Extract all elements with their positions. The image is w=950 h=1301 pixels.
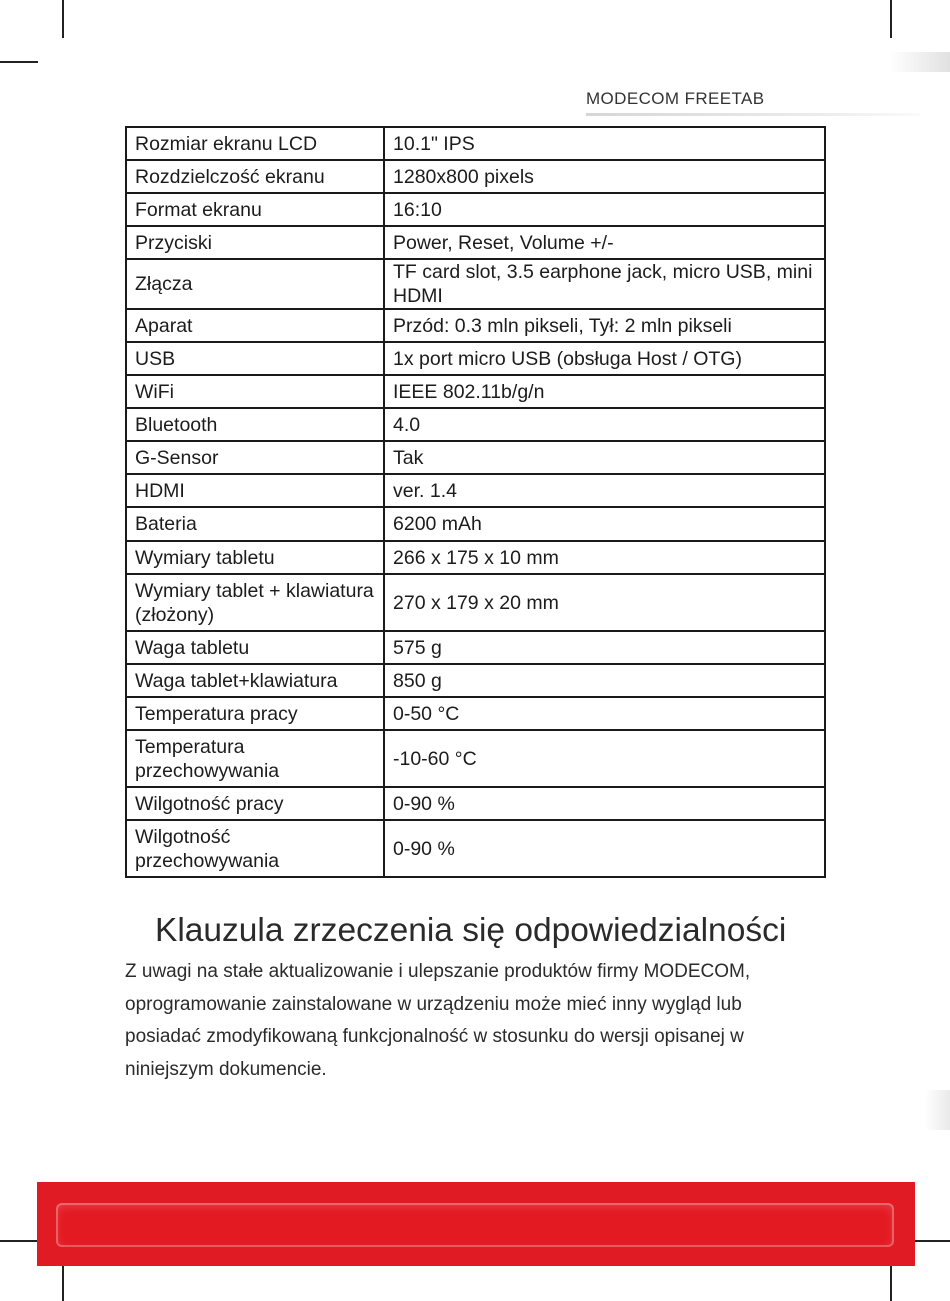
table-row bbox=[126, 474, 825, 507]
spec-value-cell: 4.0 bbox=[384, 408, 825, 441]
footer-red-band bbox=[37, 1182, 915, 1266]
crop-mark bbox=[62, 1262, 64, 1301]
spec-label-cell: Temperatura przechowywania bbox=[126, 730, 384, 787]
table-row bbox=[126, 375, 825, 408]
page-header-title: MODECOM FREETAB bbox=[586, 89, 765, 108]
crop-mark bbox=[0, 1240, 38, 1242]
table-row bbox=[126, 697, 825, 730]
spec-label-cell: Złącza bbox=[126, 259, 384, 309]
spec-value-cell: 0-90 % bbox=[384, 820, 825, 877]
page-shadow bbox=[925, 1090, 950, 1130]
spec-value-cell: 850 g bbox=[384, 664, 825, 697]
table-row bbox=[126, 631, 825, 664]
table-row bbox=[126, 193, 825, 226]
spec-table bbox=[125, 126, 826, 878]
page-shadow bbox=[890, 52, 950, 72]
table-row bbox=[126, 259, 825, 309]
spec-label-cell: Rozmiar ekranu LCD bbox=[126, 127, 384, 160]
crop-mark bbox=[890, 0, 892, 38]
spec-value-cell: -10-60 °C bbox=[384, 730, 825, 787]
spec-value-cell: 270 x 179 x 20 mm bbox=[384, 574, 825, 631]
spec-value-cell: TF card slot, 3.5 earphone jack, micro USB, mini HDMI bbox=[384, 259, 825, 309]
spec-value-cell: 1280x800 pixels bbox=[384, 160, 825, 193]
spec-value-cell: 266 x 175 x 10 mm bbox=[384, 541, 825, 574]
spec-label-cell: Przyciski bbox=[126, 226, 384, 259]
crop-mark bbox=[62, 0, 64, 38]
spec-label-cell: Wymiary tabletu bbox=[126, 541, 384, 574]
crop-mark bbox=[890, 1262, 892, 1301]
disclaimer-heading: Klauzula zrzeczenia się odpowiedzialności bbox=[155, 912, 787, 949]
table-row bbox=[126, 441, 825, 474]
spec-label-cell: G-Sensor bbox=[126, 441, 384, 474]
spec-value-cell: Power, Reset, Volume +/- bbox=[384, 226, 825, 259]
header-rule bbox=[586, 113, 920, 116]
footer-band-inner bbox=[56, 1203, 894, 1247]
crop-mark bbox=[912, 1240, 950, 1242]
spec-value-cell: 10.1" IPS bbox=[384, 127, 825, 160]
spec-label-cell: Temperatura pracy bbox=[126, 697, 384, 730]
spec-value-cell: Przód: 0.3 mln pikseli, Tył: 2 mln pikseli bbox=[384, 309, 825, 342]
spec-value-cell: 575 g bbox=[384, 631, 825, 664]
spec-label-cell: Bluetooth bbox=[126, 408, 384, 441]
spec-value-cell: IEEE 802.11b/g/n bbox=[384, 375, 825, 408]
table-row bbox=[126, 507, 825, 541]
spec-label-cell: Waga tabletu bbox=[126, 631, 384, 664]
table-row bbox=[126, 664, 825, 697]
disclaimer-text: Z uwagi na stałe aktualizowanie i ulepszanie produktów firmy MODECOM, oprogramowanie zainstalowane w urządzeniu może mieć inny wygląd lub posiadać zmodyfikowaną funkcjonalność w stosunku do wersji opisanej w niniejszym dokumencie. bbox=[125, 961, 751, 1080]
spec-label-cell: HDMI bbox=[126, 474, 384, 507]
table-row bbox=[126, 787, 825, 820]
spec-label-cell: WiFi bbox=[126, 375, 384, 408]
table-row bbox=[126, 342, 825, 375]
spec-value-cell: 6200 mAh bbox=[384, 507, 825, 541]
spec-label-cell: USB bbox=[126, 342, 384, 375]
spec-value-cell: 0-50 °C bbox=[384, 697, 825, 730]
table-row bbox=[126, 541, 825, 574]
table-row bbox=[126, 408, 825, 441]
table-row bbox=[126, 160, 825, 193]
spec-value-cell: 1x port micro USB (obsługa Host / OTG) bbox=[384, 342, 825, 375]
spec-label-cell: Rozdzielczość ekranu bbox=[126, 160, 384, 193]
table-row bbox=[126, 574, 825, 631]
spec-label-cell: Wilgotność przechowywania bbox=[126, 820, 384, 877]
spec-value-cell: 0-90 % bbox=[384, 787, 825, 820]
table-row bbox=[126, 730, 825, 787]
table-row bbox=[126, 309, 825, 342]
spec-value-cell: ver. 1.4 bbox=[384, 474, 825, 507]
spec-label-cell: Wymiary tablet + klawiatura (złożony) bbox=[126, 574, 384, 631]
spec-value-cell: Tak bbox=[384, 441, 825, 474]
spec-label-cell: Waga tablet+klawiatura bbox=[126, 664, 384, 697]
table-row bbox=[126, 127, 825, 160]
spec-label-cell: Wilgotność pracy bbox=[126, 787, 384, 820]
table-row bbox=[126, 226, 825, 259]
spec-label-cell: Format ekranu bbox=[126, 193, 384, 226]
spec-label-cell: Aparat bbox=[126, 309, 384, 342]
spec-value-cell: 16:10 bbox=[384, 193, 825, 226]
spec-label-cell: Bateria bbox=[126, 507, 384, 541]
crop-mark bbox=[0, 61, 38, 63]
table-row bbox=[126, 820, 825, 877]
